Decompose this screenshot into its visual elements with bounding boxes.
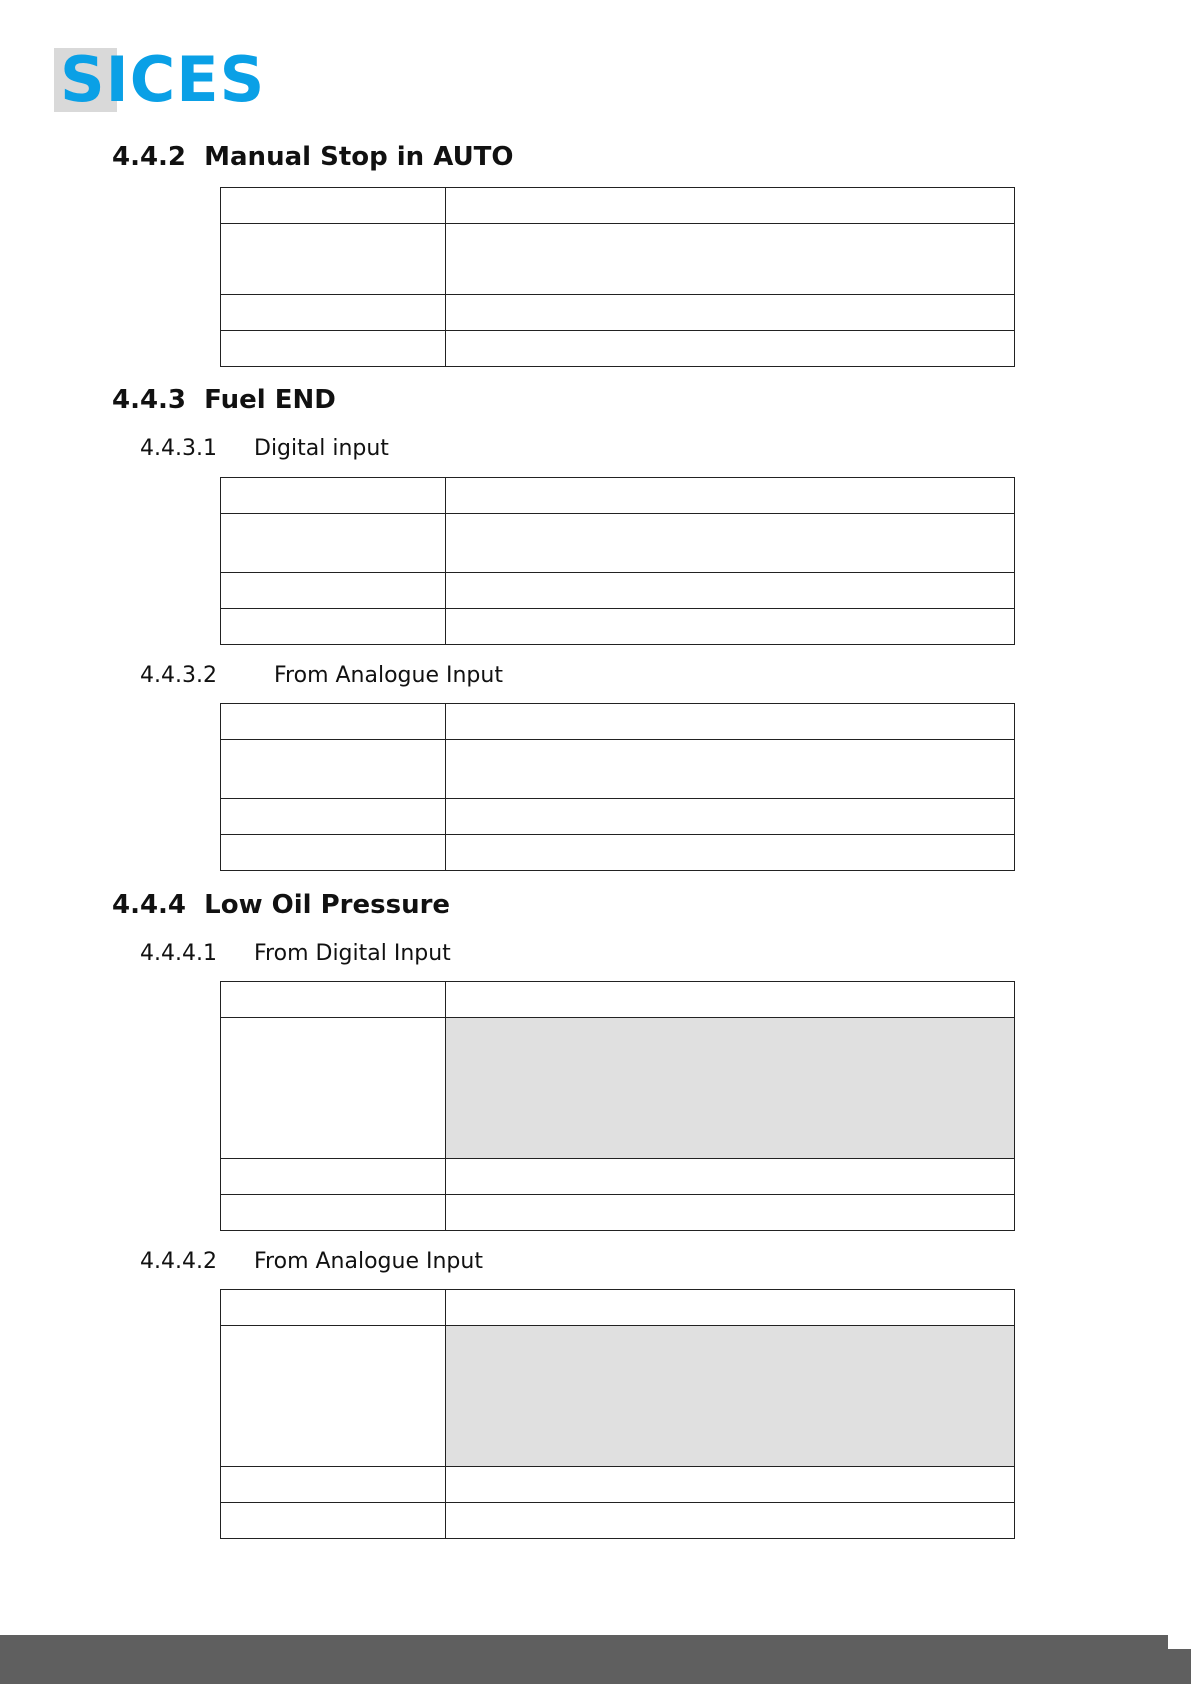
table-cell [221, 704, 446, 740]
table-row [221, 478, 1015, 514]
footer-corner-notch [1168, 1635, 1191, 1649]
table-cell [221, 1195, 446, 1231]
table-cell [446, 1503, 1015, 1539]
table-cell [446, 331, 1015, 367]
table-cell [446, 799, 1015, 835]
section-title: Digital input [254, 436, 389, 461]
table-row [221, 1503, 1015, 1539]
section-number: 4.4.4.1 [140, 941, 217, 966]
section-title: Fuel END [204, 385, 336, 415]
table-cell [221, 740, 446, 799]
table-low-oil-digital [220, 981, 1015, 1231]
section-number: 4.4.3 [112, 385, 187, 415]
table-row [221, 740, 1015, 799]
table-cell [221, 224, 446, 295]
table-cell [446, 188, 1015, 224]
table-row [221, 982, 1015, 1018]
table-cell [446, 1195, 1015, 1231]
table-row [221, 1326, 1015, 1467]
table-cell [221, 1503, 446, 1539]
table-fuel-end-digital [220, 477, 1015, 645]
table-row [221, 514, 1015, 573]
table-cell [221, 1290, 446, 1326]
table-cell [221, 1018, 446, 1159]
section-number: 4.4.3.2 [140, 663, 217, 688]
table-cell [221, 1467, 446, 1503]
table-cell [221, 514, 446, 573]
table-cell [221, 478, 446, 514]
table-manual-stop-auto [220, 187, 1015, 367]
section-title: From Analogue Input [274, 663, 503, 688]
section-number: 4.4.2 [112, 142, 187, 172]
section-heading-4-4-4-1 [140, 941, 451, 966]
table-cell [446, 224, 1015, 295]
table-cell [446, 982, 1015, 1018]
table-cell [446, 740, 1015, 799]
section-heading-4-4-3 [112, 385, 336, 415]
table-cell [221, 835, 446, 871]
section-number: 4.4.3.1 [140, 436, 217, 461]
table-row [221, 704, 1015, 740]
table-cell [221, 1326, 446, 1467]
section-title: Low Oil Pressure [204, 890, 451, 920]
section-title: From Analogue Input [254, 1249, 483, 1274]
table-cell [221, 295, 446, 331]
table-cell [446, 1467, 1015, 1503]
table-cell [221, 188, 446, 224]
section-heading-4-4-3-2 [140, 663, 503, 688]
table-cell [446, 1290, 1015, 1326]
section-title: From Digital Input [254, 941, 451, 966]
table-row [221, 835, 1015, 871]
section-heading-4-4-4-2 [140, 1249, 483, 1274]
section-number: 4.4.4.2 [140, 1249, 217, 1274]
table-cell [221, 1159, 446, 1195]
table-cell [446, 295, 1015, 331]
section-heading-4-4-4 [112, 890, 450, 920]
table-low-oil-analogue [220, 1289, 1015, 1539]
table-row [221, 1159, 1015, 1195]
table-row [221, 188, 1015, 224]
shaded-table-cell [446, 1326, 1015, 1467]
section-number: 4.4.4 [112, 890, 187, 920]
table-cell [446, 609, 1015, 645]
table-row [221, 1018, 1015, 1159]
table-row [221, 295, 1015, 331]
table-row [221, 1467, 1015, 1503]
table-cell [446, 573, 1015, 609]
logo-text: SICES [60, 43, 266, 116]
table-cell [221, 982, 446, 1018]
table-cell [221, 573, 446, 609]
table-row [221, 1195, 1015, 1231]
table-cell [221, 609, 446, 645]
table-cell [221, 331, 446, 367]
table-cell [446, 835, 1015, 871]
table-row [221, 1290, 1015, 1326]
table-row [221, 799, 1015, 835]
table-cell [221, 799, 446, 835]
table-cell [446, 514, 1015, 573]
table-row [221, 224, 1015, 295]
table-cell [446, 1159, 1015, 1195]
section-heading-4-4-3-1 [140, 436, 389, 461]
section-heading-4-4-2 [112, 142, 514, 172]
footer-bar [0, 1635, 1191, 1684]
shaded-table-cell [446, 1018, 1015, 1159]
section-title: Manual Stop in AUTO [204, 142, 514, 172]
table-row [221, 609, 1015, 645]
table-cell [446, 478, 1015, 514]
table-cell [446, 704, 1015, 740]
table-row [221, 331, 1015, 367]
table-row [221, 573, 1015, 609]
table-fuel-end-analogue [220, 703, 1015, 871]
